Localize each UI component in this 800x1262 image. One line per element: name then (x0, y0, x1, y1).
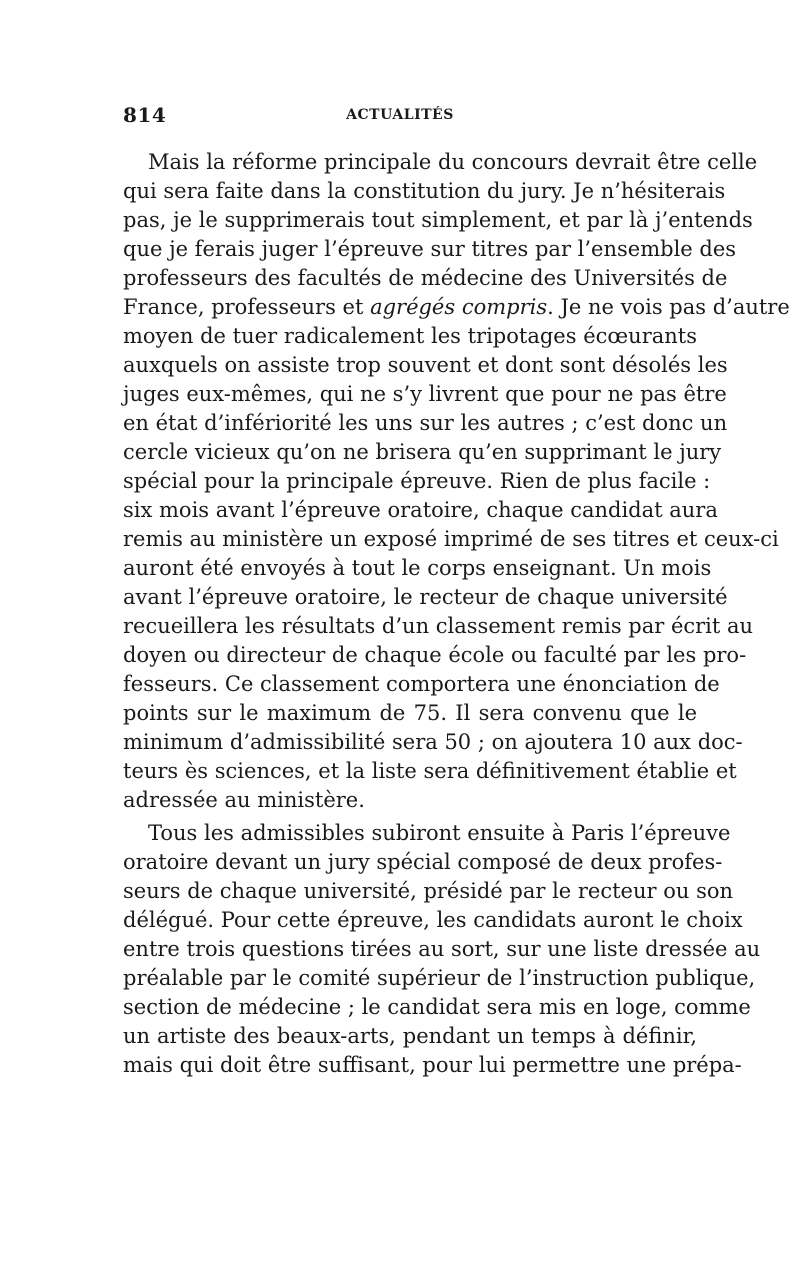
text-line: auxquels on assiste trop souvent et dont sont désolés les (123, 353, 728, 377)
text-line: cercle vicieux qu’on ne brisera qu’en supprimant le jury (123, 440, 722, 464)
text-line: qui sera faite dans la constitution du jury. Je n’hésiterais (123, 179, 726, 203)
text-line: mais qui doit être suffisant, pour lui permettre une prépa- (123, 1053, 742, 1077)
text-line: teurs ès sciences, et la liste sera définitivement établie et (123, 759, 737, 783)
text-line (123, 292, 790, 322)
text-line: recueillera les résultats d’un classement remis par écrit au (123, 614, 754, 638)
text-segment: France, professeurs et (123, 295, 371, 319)
text-line: moyen de tuer radicalement les tripotages écœurants (123, 324, 697, 348)
text-line: juges eux-mêmes, qui ne s’y livrent que pour ne pas être (123, 382, 727, 406)
text-line: adressée au ministère. (123, 788, 365, 812)
text-line: doyen ou directeur de chaque école ou faculté par les pro- (123, 643, 747, 667)
text-line: points sur le maximum de 75. Il sera convenu que le (123, 701, 697, 725)
text-line: que je ferais juger l’épreuve sur titres par l’ensemble des (123, 237, 737, 261)
text-line: un artiste des beaux-arts, pendant un temps à définir, (123, 1024, 697, 1048)
text-line: entre trois questions tirées au sort, sur une liste dressée au (123, 937, 761, 961)
text-line: avant l’épreuve oratoire, le recteur de chaque université (123, 585, 728, 609)
text-segment: . Je ne vois pas d’autre (547, 295, 790, 319)
text-line: délégué. Pour cette épreuve, les candidats auront le choix (123, 908, 743, 932)
text-line: oratoire devant un jury spécial composé de deux profes- (123, 850, 723, 874)
italic-phrase: agrégés compris (370, 295, 548, 319)
text-line: six mois avant l’épreuve oratoire, chaque candidat aura (123, 498, 718, 522)
text-line: préalable par le comité supérieur de l’instruction publique, (123, 966, 756, 990)
text-line: fesseurs. Ce classement comportera une énonciation de (123, 672, 720, 696)
text-line: seurs de chaque université, présidé par le recteur ou son (123, 879, 734, 903)
page-number: 814 (123, 103, 167, 127)
text-line: pas, je le supprimerais tout simplement, et par là j’entends (123, 208, 753, 232)
text-line: section de médecine ; le candidat sera mis en loge, comme (123, 995, 751, 1019)
running-title: ACTUALITÉS (346, 107, 454, 123)
text-line: en état d’infériorité les uns sur les autres ; c’est donc un (123, 411, 728, 435)
text-line: professeurs des facultés de médecine des Universités de (123, 266, 728, 290)
text-line: remis au ministère un exposé imprimé de ses titres et ceux-ci (123, 527, 779, 551)
text-line: Mais la réforme principale du concours devrait être celle (148, 150, 758, 174)
text-line: auront été envoyés à tout le corps enseignant. Un mois (123, 556, 712, 580)
text-line: Tous les admissibles subiront ensuite à Paris l’épreuve (148, 821, 731, 845)
text-line: spécial pour la principale épreuve. Rien de plus facile : (123, 469, 711, 493)
text-line: minimum d’admissibilité sera 50 ; on ajoutera 10 aux doc- (123, 730, 743, 754)
